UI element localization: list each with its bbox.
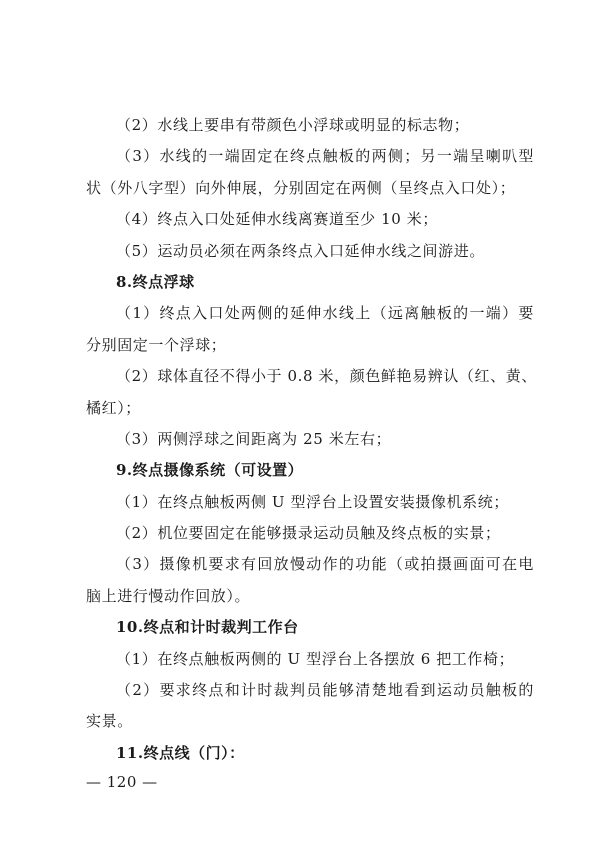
section-heading: 8.终点浮球 [116,272,195,291]
text-line: （1）终点入口处两侧的延伸水线上（远离触板的一端）要 [116,304,534,323]
page-number: — 120 — [86,773,158,791]
text-line: （4）终点入口处延伸水线离赛道至少 10 米； [116,210,438,229]
text-line: （2）要求终点和计时裁判员能够清楚地看到运动员触板的 [116,681,534,700]
text-line: （2）机位要固定在能够摄录运动员触及终点板的实景； [116,524,501,543]
section-heading: 11.终点线（门）： [116,743,245,762]
document-body [86,110,537,769]
text-line: 实景。 [86,712,133,731]
text-line: 橘红）； [86,398,141,417]
text-line: 脑上进行慢动作回放）。 [86,586,251,605]
text-line: （3）两侧浮球之间距离为 25 米左右； [116,429,392,448]
text-line: 分别固定一个浮球； [86,335,227,354]
text-line: 状（外八字型）向外伸展，分别固定在两侧（呈终点入口处）； [86,178,516,197]
section-heading: 9.终点摄像系统（可设置） [116,461,304,480]
text-line: （3）摄像机要求有回放慢动作的功能（或拍摄画面可在电 [116,555,534,574]
text-line: （2）水线上要串有带颜色小浮球或明显的标志物； [116,116,470,134]
text-line: （2）球体直径不得小于 0.8 米，颜色鲜艳易辨认（红、黄、 [116,367,537,386]
text-line: （1）在终点触板两侧 U 型浮台上设置安装摄像机系统； [116,492,509,511]
text-line: （5）运动员必须在两条终点入口延伸水线之间游进。 [116,241,485,260]
text-line: （1）在终点触板两侧的 U 型浮台上各摆放 6 把工作椅； [116,649,515,668]
section-heading: 10.终点和计时裁判工作台 [116,618,299,637]
text-line: （3）水线的一端固定在终点触板的两侧；另一端呈喇叭型 [116,147,534,166]
